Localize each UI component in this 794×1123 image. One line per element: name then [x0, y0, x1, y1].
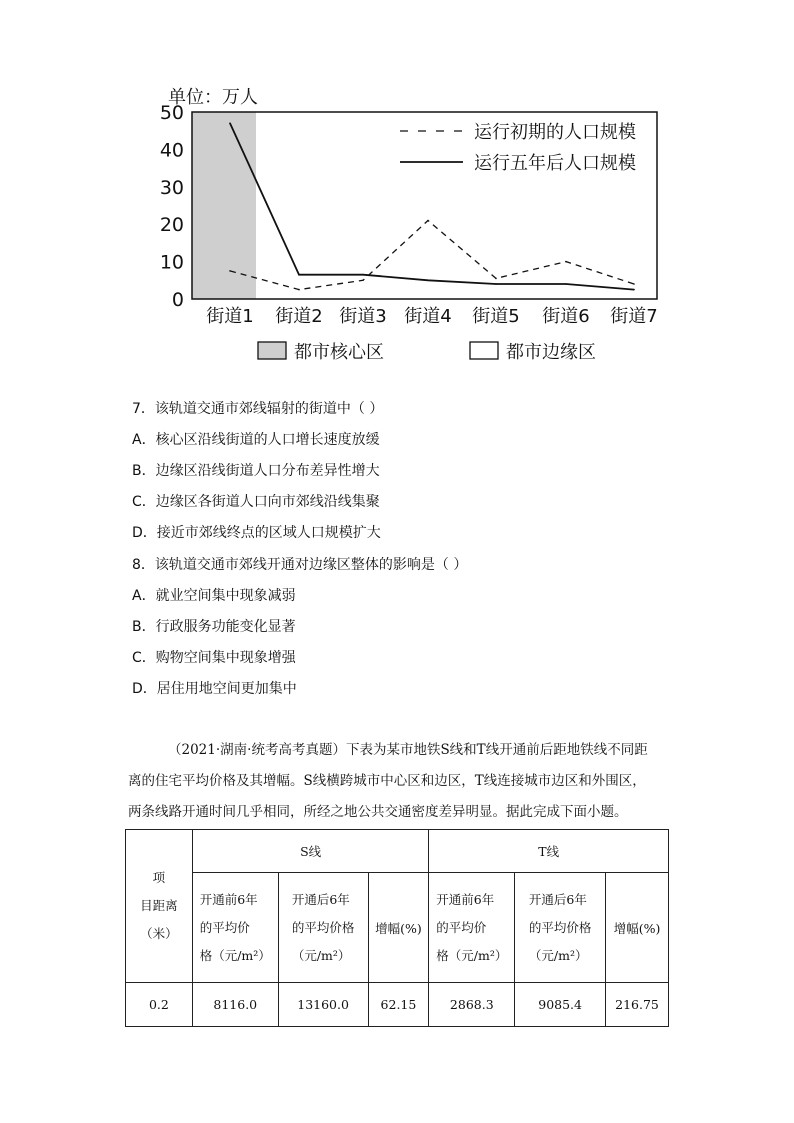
question-8-option-c: C．购物空间集中现象增强: [132, 650, 296, 666]
y-tick-label: 50: [159, 102, 184, 124]
s-after-line-2: 的平均价格: [291, 919, 355, 935]
y-tick-label: 10: [159, 251, 184, 274]
data-point: [229, 122, 231, 124]
cell-distance: 0.2: [126, 983, 193, 1027]
t-before-header: [429, 873, 515, 983]
data-point: [495, 283, 497, 285]
corner-line-1: 项: [152, 870, 166, 885]
t-before-line-2: 的平均价: [436, 919, 487, 935]
zone-swatch: [470, 342, 498, 359]
legend-label: 运行五年后人口规模: [474, 153, 636, 174]
question-8-stem: 8．该轨道交通市郊线开通对边缘区整体的影响是（ ）: [132, 557, 468, 573]
cell-t-increase: 216.75: [606, 983, 669, 1027]
question-7-option-b: B．边缘区沿线街道人口分布差异性增大: [132, 463, 380, 479]
x-tick-label: 街道1: [206, 306, 254, 327]
s-before-header: [192, 873, 278, 983]
data-point: [427, 280, 429, 282]
data-point: [565, 261, 567, 263]
price-table: [125, 829, 669, 1027]
corner-line-3: （米）: [140, 926, 178, 941]
data-point: [495, 278, 497, 280]
cell-s-after: 13160.0: [278, 983, 368, 1027]
s-before-line-1: 开通前6年: [199, 891, 258, 907]
t-after-line-2: 的平均价格: [528, 919, 592, 935]
zone-legend: [258, 342, 596, 363]
question-7-option-d: D．接近市郊线终点的区域人口规模扩大: [132, 525, 381, 541]
x-tick-label: 街道4: [404, 306, 452, 327]
intro-line-2: 离的住宅平均价格及其增幅。S线横跨城市中心区和边区，T线连接城市边区和外围区，: [128, 773, 646, 789]
data-point: [427, 220, 429, 222]
t-before-line-3: 格（元/m²）: [436, 947, 508, 963]
cell-s-before: 8116.0: [192, 983, 278, 1027]
series-layer: [229, 122, 635, 290]
question-7-option-c: C．边缘区各街道人口向市郊线沿线集聚: [132, 494, 380, 510]
t-increase-header: 增幅(%): [606, 873, 669, 983]
zone-swatch: [258, 342, 286, 359]
intro-line-1: （2021·湖南·统考高考真题）下表为某市地铁S线和T线开通前后距地铁线不同距: [168, 742, 648, 758]
zone-label: 都市边缘区: [506, 342, 596, 363]
table-row: [126, 983, 669, 1027]
question-8-option-d: D．居住用地空间更加集中: [132, 681, 297, 697]
data-point: [565, 283, 567, 285]
question-8-option-a: A．就业空间集中现象减弱: [132, 588, 296, 604]
five-year-population-line: [230, 123, 634, 289]
data-point: [362, 280, 364, 282]
legend-label: 运行初期的人口规模: [474, 122, 636, 143]
s-after-line-1: 开通后6年: [291, 891, 350, 907]
intro-paragraph: [128, 735, 668, 828]
unit-label: 单位：万人: [168, 87, 258, 108]
y-tick-label: 40: [159, 139, 184, 162]
y-tick-label: 20: [159, 214, 184, 237]
x-tick-label: 街道7: [610, 306, 658, 327]
cell-s-increase: 62.15: [368, 983, 429, 1027]
core-zone-shading: [192, 112, 256, 299]
data-point: [298, 274, 300, 276]
question-8-option-b: B．行政服务功能变化显著: [132, 619, 296, 635]
data-point: [362, 274, 364, 276]
x-tick-label: 街道2: [275, 306, 323, 327]
x-axis: [206, 306, 657, 327]
y-tick-label: 0: [171, 289, 184, 311]
zone-label: 都市核心区: [294, 342, 384, 363]
s-line-header: S线: [192, 830, 429, 873]
y-axis: [160, 102, 184, 311]
y-tick-label: 30: [159, 176, 184, 199]
corner-header: [126, 830, 193, 983]
t-after-header: [515, 873, 606, 983]
intro-line-3: 两条线路开通时间几乎相同，所经之地公共交通密度差异明显。据此完成下面小题。: [128, 804, 628, 820]
corner-line-2: 目距离: [140, 898, 178, 913]
t-before-line-1: 开通前6年: [436, 891, 495, 907]
s-before-line-2: 的平均价: [199, 919, 250, 935]
x-tick-label: 街道5: [472, 306, 520, 327]
s-after-header: [278, 873, 368, 983]
cell-t-before: 2868.3: [429, 983, 515, 1027]
data-point: [633, 289, 635, 291]
s-after-line-3: （元/m²）: [291, 947, 351, 963]
data-point: [633, 283, 635, 285]
population-line-chart: [0, 0, 794, 380]
cell-t-after: 9085.4: [515, 983, 606, 1027]
question-7-stem: 7．该轨道交通市郊线辐射的街道中（ ）: [132, 401, 384, 417]
x-tick-label: 街道3: [339, 306, 387, 327]
s-increase-header: 增幅(%): [368, 873, 429, 983]
legend: [400, 122, 636, 174]
question-7-option-a: A．核心区沿线街道的人口增长速度放缓: [132, 432, 380, 448]
data-point: [229, 270, 231, 272]
s-before-line-3: 格（元/m²）: [199, 947, 271, 963]
t-after-line-1: 开通后6年: [528, 891, 587, 907]
t-line-header: T线: [429, 830, 669, 873]
data-point: [298, 289, 300, 291]
t-after-line-3: （元/m²）: [528, 947, 588, 963]
x-tick-label: 街道6: [542, 306, 590, 327]
